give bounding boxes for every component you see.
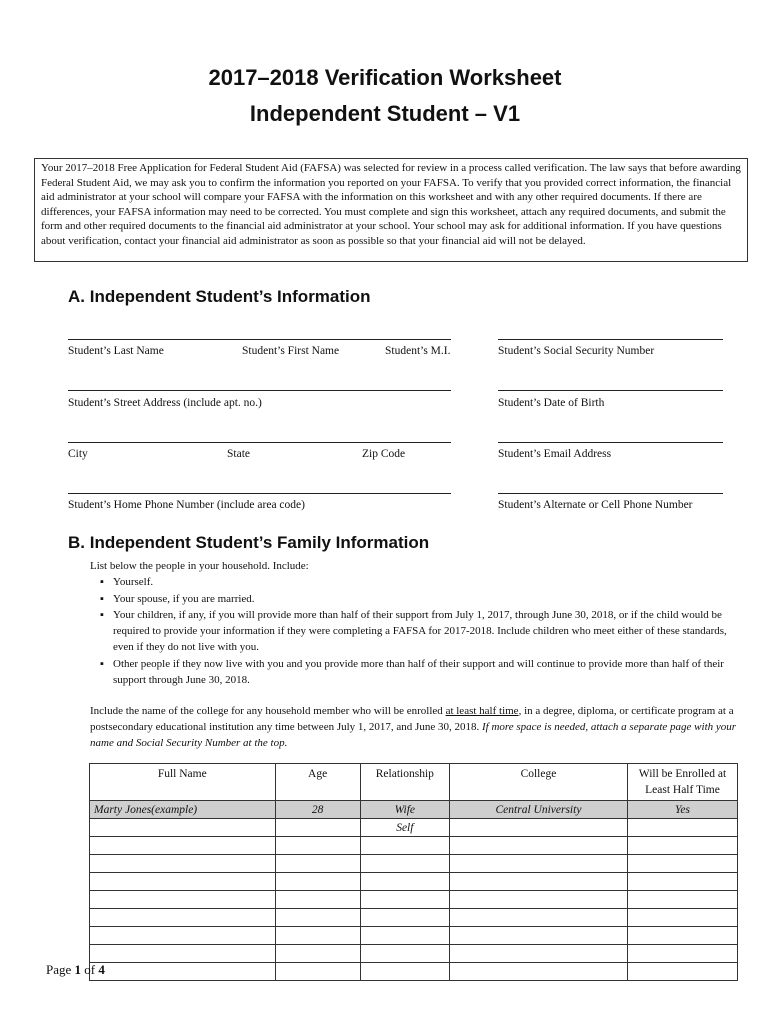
header-enrolled: Will be Enrolled at Least Half Time	[627, 764, 737, 801]
age-cell[interactable]	[275, 945, 360, 963]
table-row[interactable]	[90, 837, 738, 855]
relationship-cell[interactable]	[360, 927, 449, 945]
enrolled-cell[interactable]	[627, 963, 737, 981]
example-college: Central University	[449, 801, 627, 819]
example-relationship: Wife	[360, 801, 449, 819]
example-age: 28	[275, 801, 360, 819]
worksheet-title: 2017–2018 Verification Worksheet	[208, 65, 562, 90]
table-row[interactable]	[90, 819, 738, 837]
street-line[interactable]	[68, 390, 451, 391]
household-bullet-list	[90, 574, 740, 688]
college-cell[interactable]	[449, 855, 627, 873]
age-cell[interactable]	[275, 819, 360, 837]
name-line[interactable]	[68, 339, 451, 340]
page-current: 1	[74, 962, 82, 977]
college-cell[interactable]	[449, 873, 627, 891]
ssn-label: Student’s Social Security Number	[498, 345, 655, 357]
header-full-name: Full Name	[90, 764, 276, 801]
table-row[interactable]	[90, 873, 738, 891]
ssn-line[interactable]	[498, 339, 723, 340]
page-mid: of	[81, 962, 99, 977]
first-name-label: Student’s First Name	[242, 345, 340, 357]
enrolled-cell[interactable]	[627, 855, 737, 873]
last-name-label: Student’s Last Name	[68, 345, 164, 357]
table-row-example	[90, 801, 738, 819]
enrolled-cell[interactable]	[627, 909, 737, 927]
state-label: State	[227, 448, 250, 460]
street-label: Student’s Street Address (include apt. no.)	[68, 397, 262, 409]
table-row[interactable]	[90, 963, 738, 981]
age-cell[interactable]	[275, 927, 360, 945]
table-row[interactable]	[90, 945, 738, 963]
alt-phone-label: Student’s Alternate or Cell Phone Number	[498, 499, 693, 511]
relationship-cell[interactable]	[360, 873, 449, 891]
bullet-item: ▪ Other people if they now live with you and you provide more than half of their support and will continue to provide more than half of their support through June 30, 2018.	[90, 656, 740, 689]
enrolled-cell[interactable]	[627, 891, 737, 909]
self-relationship-cell: Self	[360, 819, 449, 837]
example-enrolled: Yes	[627, 801, 737, 819]
college-cell[interactable]	[449, 909, 627, 927]
intro-box: Your 2017–2018 Free Application for Federal Student Aid (FAFSA) was selected for review in a process called verification. The law says that before awarding Federal Student Aid, we may ask you to confirm the information you reported on your FAFSA. To verify that you provided correct information, the financial aid administrator at your school will compare your FAFSA with the information on this worksheet and with any other required documents. If there are differences, your FAFSA information may need to be corrected. You must complete and sign this worksheet, attach any required documents, and submit the form and other required documents to the financial aid administrator at your school. Your school may ask for additional information. If you have questions about verification, contact your financial aid administrator as soon as possible so that your financial aid will not be delayed.	[34, 158, 748, 262]
example-name: Marty Jones(example)	[90, 801, 276, 819]
age-cell[interactable]	[275, 963, 360, 981]
relationship-cell[interactable]	[360, 855, 449, 873]
name-cell[interactable]	[90, 891, 276, 909]
name-cell[interactable]	[90, 909, 276, 927]
household-lead: List below the people in your household. Include:	[90, 560, 309, 572]
name-cell[interactable]	[90, 963, 276, 981]
age-cell[interactable]	[275, 873, 360, 891]
city-state-zip-line[interactable]	[68, 442, 451, 443]
home-phone-line[interactable]	[68, 493, 451, 494]
enrolled-cell[interactable]	[627, 927, 737, 945]
alt-phone-line[interactable]	[498, 493, 723, 494]
table-row[interactable]	[90, 909, 738, 927]
city-label: City	[68, 448, 88, 460]
name-cell[interactable]	[90, 819, 276, 837]
name-cell[interactable]	[90, 945, 276, 963]
home-phone-label: Student’s Home Phone Number (include area code)	[68, 499, 305, 511]
email-label: Student’s Email Address	[498, 448, 612, 460]
worksheet-subtitle: Independent Student – V1	[249, 101, 521, 126]
college-cell[interactable]	[449, 945, 627, 963]
dob-line[interactable]	[498, 390, 723, 391]
table-row[interactable]	[90, 891, 738, 909]
dob-label: Student’s Date of Birth	[498, 397, 605, 409]
college-instructions	[90, 703, 740, 751]
relationship-cell[interactable]	[360, 909, 449, 927]
para-italic: If more space is needed, attach a separate page with your name and Social Security Number at the top.	[90, 721, 737, 749]
header-age: Age	[275, 764, 360, 801]
table-header-row	[90, 764, 738, 801]
para-underline: at least half time	[445, 705, 519, 717]
section-b-heading: B. Independent Student’s Family Information	[68, 533, 430, 552]
college-cell[interactable]	[449, 963, 627, 981]
table-row[interactable]	[90, 927, 738, 945]
relationship-cell[interactable]	[360, 945, 449, 963]
college-cell[interactable]	[449, 819, 627, 837]
mi-label: Student’s M.I.	[385, 345, 451, 357]
college-cell[interactable]	[449, 891, 627, 909]
relationship-cell[interactable]	[360, 891, 449, 909]
enrolled-cell[interactable]	[627, 873, 737, 891]
household-table	[89, 763, 738, 981]
page-total: 4	[98, 962, 105, 977]
household-instructions	[90, 558, 740, 688]
age-cell[interactable]	[275, 855, 360, 873]
name-cell[interactable]	[90, 855, 276, 873]
college-cell[interactable]	[449, 837, 627, 855]
enrolled-cell[interactable]	[627, 945, 737, 963]
college-cell[interactable]	[449, 927, 627, 945]
relationship-cell[interactable]	[360, 963, 449, 981]
page-prefix: Page	[46, 962, 75, 977]
age-cell[interactable]	[275, 837, 360, 855]
page-number	[46, 962, 105, 978]
enrolled-cell[interactable]	[627, 819, 737, 837]
bullet-item: ▪ Your spouse, if you are married.	[90, 591, 740, 607]
relationship-cell[interactable]	[360, 837, 449, 855]
header-college: College	[449, 764, 627, 801]
table-row[interactable]	[90, 855, 738, 873]
age-cell[interactable]	[275, 909, 360, 927]
bullet-item: ▪ Yourself.	[90, 574, 740, 590]
enrolled-cell[interactable]	[627, 837, 737, 855]
section-a-heading: A. Independent Student’s Information	[68, 287, 371, 306]
name-cell[interactable]	[90, 837, 276, 855]
name-cell[interactable]	[90, 927, 276, 945]
age-cell[interactable]	[275, 891, 360, 909]
para-text: Include the name of the college for any household member who will be enrolled	[90, 705, 446, 717]
name-cell[interactable]	[90, 873, 276, 891]
email-line[interactable]	[498, 442, 723, 443]
bullet-item: ▪ Your children, if any, if you will provide more than half of their support from July 1, 2017, through June 30, 2018, or if the child would be required to provide your information if they were completing a FAFSA for 2017-2018. Include children who meet either of these standards, even if they do not live with you.	[90, 607, 740, 656]
para-text: , in a degree, diploma, or certificate program at a postsecondary educational institution any time between July 1, 2017, and June 30, 2018.	[90, 705, 734, 733]
header-relationship: Relationship	[360, 764, 449, 801]
zip-label: Zip Code	[362, 448, 406, 460]
